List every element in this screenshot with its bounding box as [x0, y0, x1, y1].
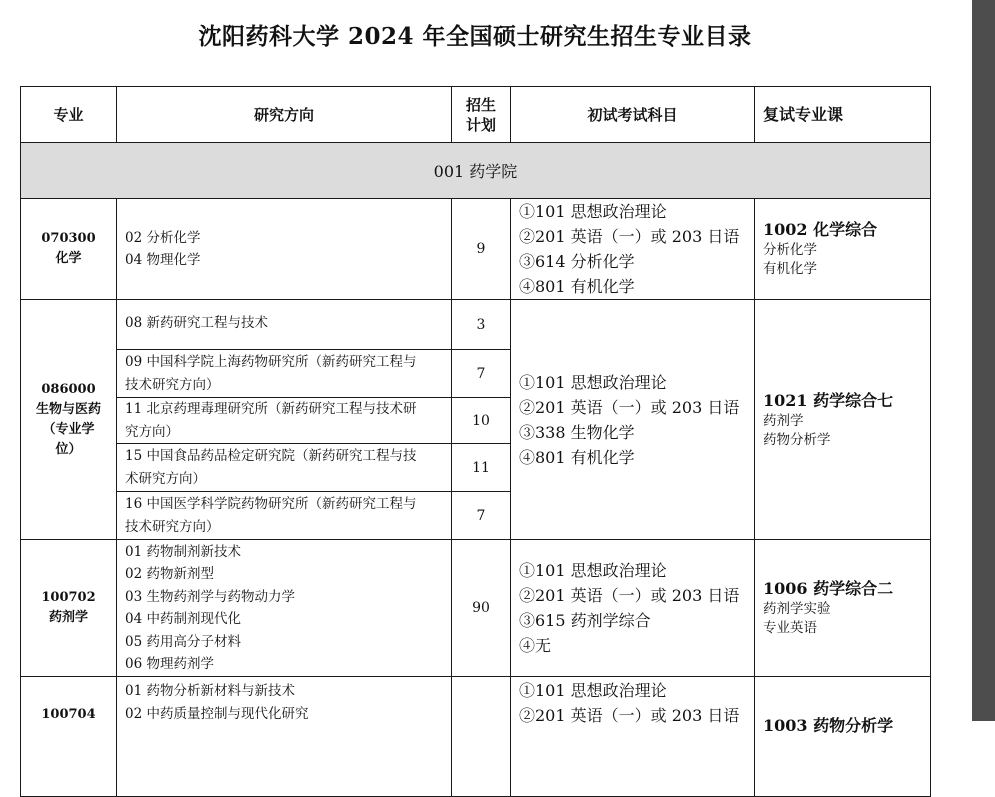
plan-value: 3: [452, 300, 511, 350]
direction-item: 02 药物新剂型: [125, 566, 214, 582]
retest-cell: [755, 300, 931, 540]
header-retest: 复试专业课: [755, 87, 931, 143]
major-code: 070300: [41, 231, 96, 246]
direction-item: 术研究方向）: [125, 470, 206, 487]
retest-main: 1003 药物分析学: [763, 716, 894, 735]
major-name-line: 生物与医药: [35, 401, 101, 417]
direction-item: 05 药用高分子材料: [125, 633, 241, 650]
retest-cell: [755, 540, 931, 677]
header-plan-line2: 计划: [465, 115, 496, 134]
exam-subject: ①101 思想政治理论: [519, 681, 667, 700]
direction-item: 15 中国食品药品检定研究院（新药研究工程与技: [125, 448, 417, 464]
header-exam: 初试考试科目: [511, 87, 755, 143]
major-cell: [21, 540, 117, 677]
retest-main: 1021 药学综合七: [763, 390, 894, 410]
retest-main: 1006 药学综合二: [763, 579, 894, 598]
plan-value: 7: [452, 492, 511, 540]
direction-cell: [117, 677, 452, 797]
page-title: 沈阳药科大学 2024 年全国硕士研究生招生专业目录: [198, 23, 752, 50]
exam-cell: [511, 300, 755, 540]
plan-value: 7: [452, 350, 511, 398]
retest-cell: [755, 199, 931, 300]
table-row: [21, 540, 931, 677]
direction-item: 技术研究方向）: [125, 376, 220, 393]
exam-subject: ②201 英语（一）或 203 日语: [519, 227, 740, 246]
major-name: 化学: [55, 251, 82, 266]
retest-sub: 药物分析学: [763, 431, 831, 448]
header-plan: [452, 87, 511, 143]
table-row: [21, 677, 931, 797]
major-name-line: 位）: [55, 441, 82, 457]
direction-item: 03 生物药剂学与药物动力学: [125, 588, 295, 605]
direction-cell: [117, 492, 452, 540]
header-row: [21, 87, 931, 143]
plan-value: 10: [452, 398, 511, 444]
direction-cell: [117, 398, 452, 444]
exam-cell: [511, 677, 755, 797]
major-code: 100702: [41, 590, 96, 605]
exam-subject: ④无: [519, 636, 552, 655]
major-name: 药剂学: [48, 610, 88, 625]
header-direction: 研究方向: [117, 87, 452, 143]
retest-sub: 专业英语: [763, 620, 817, 636]
major-code: 100704: [41, 707, 96, 722]
exam-subject: ②201 英语（一）或 203 日语: [519, 706, 740, 725]
header-plan-line1: 招生: [465, 95, 496, 114]
retest-cell: [755, 677, 931, 797]
exam-cell: [511, 540, 755, 677]
direction-item: 04 中药制剂现代化: [125, 611, 241, 627]
major-cell: [21, 199, 117, 300]
exam-cell: [511, 199, 755, 300]
direction-item: 02 分析化学: [125, 229, 201, 246]
direction-item: 技术研究方向）: [125, 518, 220, 535]
retest-sub: 药剂学: [763, 412, 804, 429]
catalog-table: [20, 86, 931, 797]
direction-item: 02 中药质量控制与现代化研究: [125, 705, 309, 722]
exam-subject: ②201 英语（一）或 203 日语: [519, 586, 740, 605]
direction-cell: [117, 350, 452, 398]
exam-subject: ④801 有机化学: [519, 447, 635, 467]
major-cell: [21, 300, 117, 540]
table-row: [21, 199, 931, 300]
direction-cell: [117, 444, 452, 492]
plan-value: 11: [452, 444, 511, 492]
exam-subject: ①101 思想政治理论: [519, 561, 667, 580]
retest-sub: 药剂学实验: [763, 601, 831, 617]
major-name-line: （专业学: [42, 421, 95, 437]
retest-sub: 分析化学: [763, 242, 817, 258]
college-row: [21, 143, 931, 199]
direction-item: 01 药物分析新材料与新技术: [125, 683, 295, 699]
direction-cell: [117, 199, 452, 300]
plan-value: 90: [452, 540, 511, 677]
direction-cell: [117, 540, 452, 677]
retest-main: 1002 化学综合: [763, 220, 878, 239]
direction-item: 01 药物制剂新技术: [125, 543, 241, 560]
plan-value: [452, 677, 511, 797]
direction-item: 08 新药研究工程与技术: [125, 315, 268, 331]
exam-subject: ③615 药剂学综合: [519, 611, 651, 630]
major-code: 086000: [41, 381, 96, 397]
retest-sub: 有机化学: [763, 261, 817, 277]
exam-subject: ③338 生物化学: [519, 422, 635, 442]
direction-cell: [117, 300, 452, 350]
direction-item: 11 北京药理毒理研究所（新药研究工程与技术研: [125, 401, 417, 417]
direction-item: 06 物理药剂学: [125, 656, 214, 672]
table-row: [21, 300, 931, 350]
scrollbar[interactable]: [972, 0, 995, 721]
exam-subject: ②201 英语（一）或 203 日语: [519, 397, 740, 417]
direction-item: 16 中国医学科学院药物研究所（新药研究工程与: [125, 496, 417, 512]
college-name: 001 药学院: [21, 143, 931, 199]
exam-subject: ④801 有机化学: [519, 277, 635, 296]
direction-item: 09 中国科学院上海药物研究所（新药研究工程与: [125, 354, 417, 370]
exam-subject: ③614 分析化学: [519, 252, 635, 271]
header-major: 专业: [21, 87, 117, 143]
direction-item: 究方向）: [125, 423, 179, 440]
plan-value: 9: [452, 199, 511, 300]
exam-subject: ①101 思想政治理论: [519, 372, 667, 392]
exam-subject: ①101 思想政治理论: [519, 202, 667, 221]
direction-item: 04 物理化学: [125, 252, 201, 268]
major-cell: [21, 677, 117, 797]
